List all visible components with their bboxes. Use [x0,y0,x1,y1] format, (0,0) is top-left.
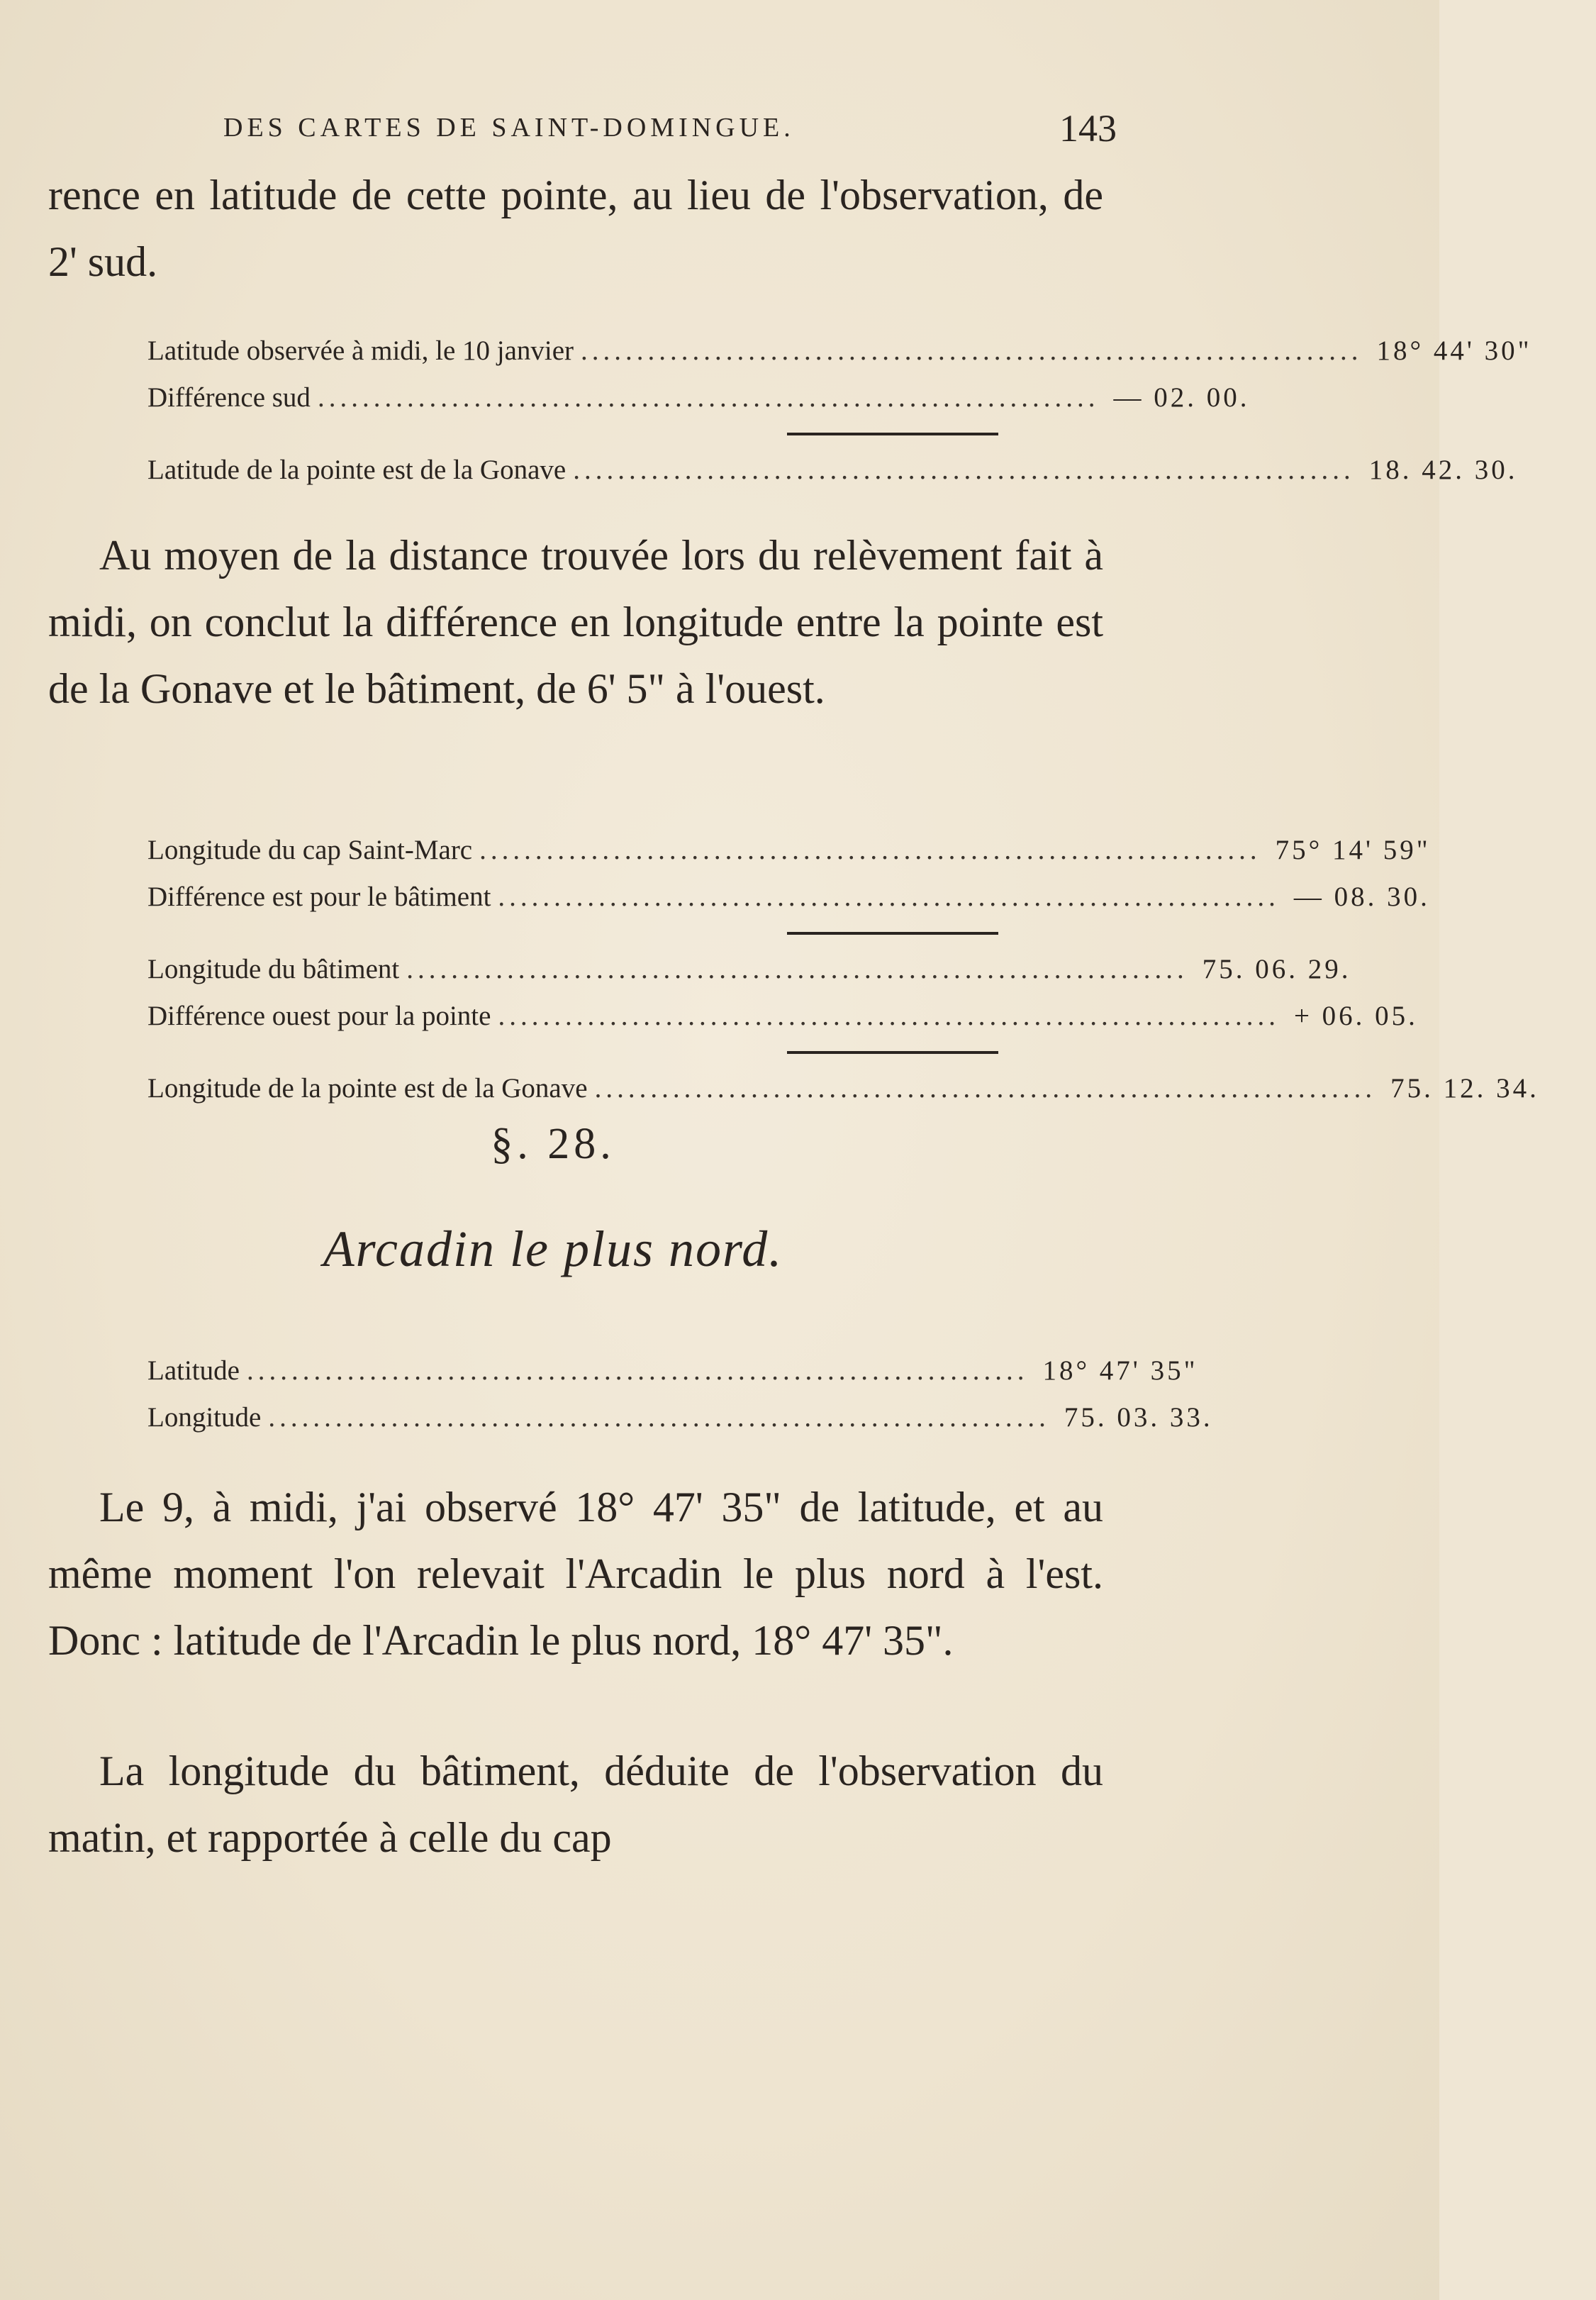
row-label: Longitude du cap Saint-Marc [147,835,473,865]
paragraph-3: Le 9, à midi, j'ai observé 18° 47' 35" de latitude, et au même moment l'on relevait l'Arcadin le plus nord à l'est. Donc : latitude de l'Arcadin le plus nord, 18° 47' 35". [48,1484,1103,1664]
row-label: Différence sud [147,382,311,413]
running-head: DES CARTES DE SAINT-DOMINGUE. [223,113,795,143]
row-value: 18. 42. 30. [1368,455,1518,485]
leader-dots: ...................................................................... [498,882,1280,912]
leader-dots: ...................................................................... [268,1402,1050,1433]
leader-dots: ...................................................................... [573,455,1355,485]
row-value: — 08. 30. [1293,882,1430,912]
sum-rule [147,1040,1012,1065]
page-number: 143 [1059,107,1117,150]
page-header [223,106,1117,156]
leader-dots: ...................................................................... [498,1001,1280,1031]
latitude-table [147,328,1532,494]
row-label: Latitude observée à midi, le 10 janvier [147,335,574,366]
row-value: 75. 12. 34. [1390,1073,1539,1104]
leader-dots: ...................................................................... [581,335,1363,366]
leader-dots: ...................................................................... [406,954,1188,984]
sum-rule [147,921,1012,946]
row-value: 75° 14' 59" [1275,835,1431,865]
longitude-table [147,827,1539,1112]
row-label: Longitude du bâtiment [147,954,400,984]
row-label: Longitude [147,1402,262,1433]
sum-rule [147,421,1012,447]
table-row [147,1394,1213,1441]
table-row [147,993,1418,1040]
arcadin-table [147,1348,1213,1441]
section-number: §. 28. [491,1120,615,1168]
table-row [147,827,1431,874]
paragraph-2: Au moyen de la distance trouvée lors du relèvement fait à midi, on conclut la différence en longitude entre la pointe est de la Gonave et le bâtiment, de 6' 5" à l'ouest. [48,532,1103,712]
row-label: Différence ouest pour la pointe [147,1001,491,1031]
leader-dots: ...................................................................... [479,835,1261,865]
row-value: + 06. 05. [1293,1001,1418,1031]
row-value: 75. 06. 29. [1202,954,1351,984]
row-label: Longitude de la pointe est de la Gonave [147,1073,588,1104]
table-row [147,328,1532,374]
table-row [147,874,1430,921]
leader-dots: ...................................................................... [317,382,1100,413]
row-value: 18° 47' 35" [1042,1355,1198,1386]
section-title: Arcadin le plus nord. [323,1221,783,1277]
table-row [147,946,1351,993]
row-value: 18° 44' 30" [1376,335,1532,366]
row-value: 75. 03. 33. [1064,1402,1213,1433]
row-label: Différence est pour le bâtiment [147,882,491,912]
leader-dots: ...................................................................... [246,1355,1029,1386]
table-row [147,374,1250,421]
paragraph-1: rence en latitude de cette pointe, au lieu de l'observation, de 2' sud. [48,172,1103,285]
table-row [147,1348,1198,1394]
table-row [147,447,1518,494]
table-row [147,1065,1539,1112]
paragraph-4: La longitude du bâtiment, déduite de l'observation du matin, et rapportée à celle du cap [48,1748,1103,1861]
row-label: Latitude de la pointe est de la Gonave [147,455,567,485]
row-label: Latitude [147,1355,240,1386]
leader-dots: ...................................................................... [594,1073,1377,1104]
row-value: — 02. 00. [1113,382,1250,413]
